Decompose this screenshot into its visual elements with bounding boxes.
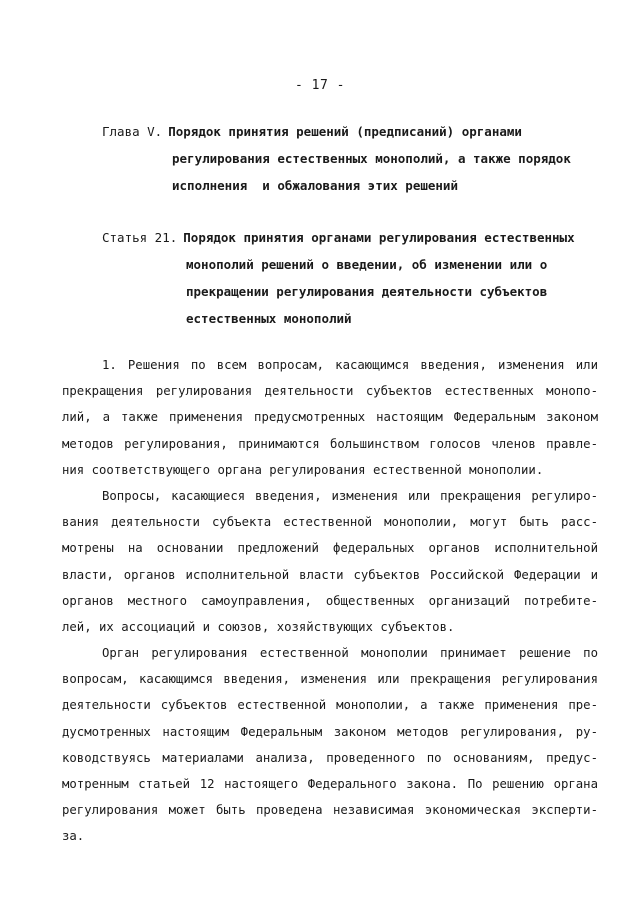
- article-title-line: прекращении регулирования деятельности субъектов: [186, 284, 548, 299]
- chapter-heading-line: [102, 178, 602, 205]
- body-line: деятельности субъектов естественной монополии, а также применения пре-: [62, 698, 598, 713]
- article-title-line: естественных монополий: [186, 311, 352, 326]
- body-line: 1. Решения по всем вопросам, касающимся введения, изменения или: [102, 358, 598, 372]
- body-line: регулирования может быть проведена независимая экономическая эксперти-: [62, 803, 598, 818]
- body-line: вания деятельности субъекта естественной монополии, могут быть расс-: [62, 515, 598, 530]
- body-line: вопросам, касающимся введения, изменения или прекращения регулирования: [62, 672, 598, 687]
- body-line: мотрены на основании предложений федеральных органов исполнительной: [62, 541, 598, 556]
- body-line: за.: [62, 829, 85, 844]
- article-heading-line: [102, 284, 602, 311]
- chapter-title-line: регулирования естественных монополий, а также порядок: [172, 151, 571, 166]
- article-heading-line: [102, 311, 602, 338]
- body-line: мотренным статьей 12 настоящего Федерального закона. По решению органа: [62, 777, 598, 791]
- article-heading-line: [102, 230, 602, 257]
- article-label: Статья 21.: [102, 230, 178, 245]
- chapter-heading-line: [102, 124, 602, 151]
- article-title-line: монополий решений о введении, об изменении или о: [186, 257, 548, 272]
- body-line: дусмотренных настоящим Федеральным законом методов регулирования, ру-: [62, 724, 598, 739]
- body-line: Орган регулирования естественной монополии принимает решение по: [102, 646, 598, 661]
- article-heading-line: [102, 257, 602, 284]
- article-title-line: Порядок принятия органами регулирования естественных: [183, 230, 575, 245]
- article-heading: [102, 230, 602, 338]
- body-line: ния соответствующего органа регулирования естественной монополии.: [62, 462, 544, 477]
- chapter-title-line: исполнения и обжалования этих решений: [172, 178, 458, 193]
- body-line: органов местного самоуправления, общественных организаций потребите-: [62, 593, 598, 608]
- chapter-heading: [102, 124, 602, 205]
- body-line: ководствуясь материалами анализа, проведенного по основаниям, предус-: [62, 750, 598, 765]
- chapter-heading-line: [102, 151, 602, 178]
- body-line: лей, их ассоциаций и союзов, хозяйствующих субъектов.: [62, 619, 455, 634]
- body-line: Вопросы, касающиеся введения, изменения или прекращения регулиро-: [102, 488, 598, 503]
- body-line: лий, а также применения предусмотренных настоящим Федеральным законом: [62, 410, 598, 425]
- article-body: [62, 356, 598, 854]
- body-line: прекращения регулирования деятельности субъектов естественных монопо-: [62, 384, 598, 399]
- chapter-label: Глава V.: [102, 124, 163, 139]
- chapter-title-line: Порядок принятия решений (предписаний) органами: [168, 124, 522, 139]
- page-number: - 17 -: [295, 78, 345, 93]
- body-line: методов регулирования, принимаются большинством голосов членов правле-: [62, 436, 598, 451]
- body-line: власти, органов исполнительной власти субъектов Российской Федерации и: [62, 567, 598, 582]
